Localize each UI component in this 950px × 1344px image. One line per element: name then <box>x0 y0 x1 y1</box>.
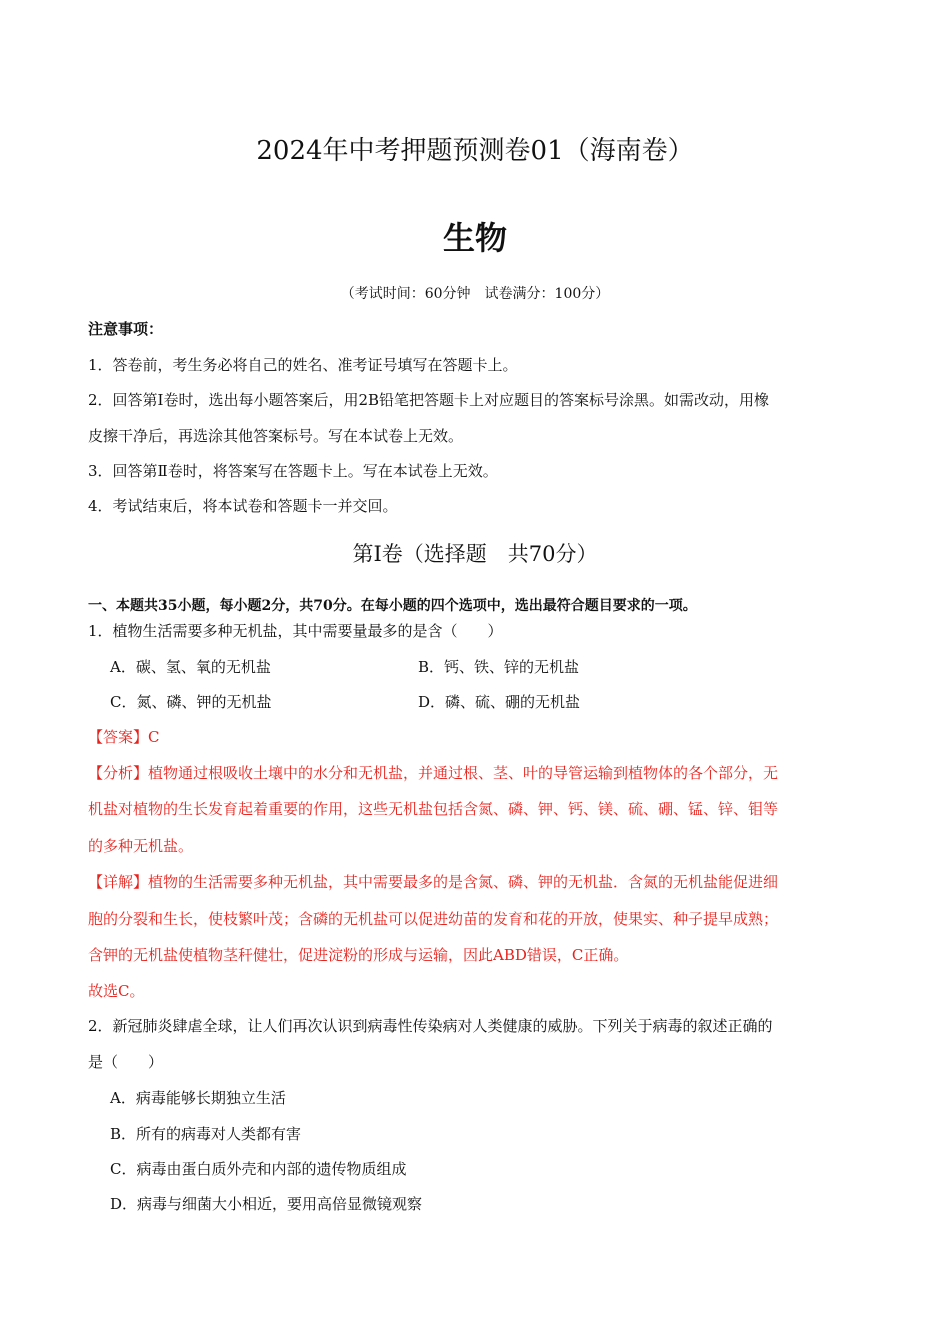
question-2-option-a: A．病毒能够长期独立生活 <box>110 1089 286 1107</box>
exam-info: （考试时间：60分钟 试卷满分：100分） <box>340 286 610 302</box>
question-1-detail: 胞的分裂和生长，使枝繁叶茂；含磷的无机盐可以促进幼苗的发育和花的开放，使果实、种子提早成熟； <box>88 910 779 928</box>
question-1-answer: 【答案】C <box>88 728 160 746</box>
note-item: 3．回答第Ⅱ卷时，将答案写在答题卡上。写在本试卷上无效。 <box>88 462 498 480</box>
question-1-analysis: 机盐对植物的生长发育起着重要的作用，这些无机盐包括含氮、磷、钾、钙、镁、硫、硼、锰、锌、钼等 <box>88 800 779 818</box>
page-title: 2024年中考押题预测卷01（海南卷） <box>256 136 694 166</box>
question-1-stem: 1．植物生活需要多种无机盐，其中需要量最多的是含（ ） <box>88 622 503 640</box>
question-1-analysis: 的多种无机盐。 <box>88 837 194 855</box>
question-1-conclusion: 故选C。 <box>88 982 145 1000</box>
section-title: 第Ⅰ卷（选择题 共70分） <box>352 542 598 566</box>
question-1-option-b: B．钙、铁、锌的无机盐 <box>418 658 580 676</box>
notes-heading: 注意事项： <box>88 320 164 338</box>
subject-title: 生物 <box>442 219 507 257</box>
question-1-option-a: A．碳、氢、氧的无机盐 <box>110 658 271 676</box>
question-2-option-d: D．病毒与细菌大小相近，要用高倍显微镜观察 <box>110 1195 423 1213</box>
question-1-option-c: C．氮、磷、钾的无机盐 <box>110 693 272 711</box>
question-2-option-b: B．所有的病毒对人类都有害 <box>110 1125 302 1143</box>
note-item: 4．考试结束后，将本试卷和答题卡一并交回。 <box>88 497 398 515</box>
note-item: 1．答卷前，考生务必将自己的姓名、准考证号填写在答题卡上。 <box>88 356 518 374</box>
note-item: 2．回答第Ⅰ卷时，选出每小题答案后，用2B铅笔把答题卡上对应题目的答案标号涂黑。如需改动，用橡 <box>88 391 770 409</box>
question-1-detail: 【详解】植物的生活需要多种无机盐，其中需要最多的是含氮、磷、钾的无机盐．含氮的无机盐能促进细 <box>88 873 779 891</box>
note-item: 皮擦干净后，再选涂其他答案标号。写在本试卷上无效。 <box>88 427 464 445</box>
question-2-option-c: C．病毒由蛋白质外壳和内部的遗传物质组成 <box>110 1160 407 1178</box>
question-1-detail: 含钾的无机盐使植物茎秆健壮，促进淀粉的形成与运输，因此ABD错误，C正确。 <box>88 946 629 964</box>
question-1-analysis: 【分析】植物通过根吸收土壤中的水分和无机盐，并通过根、茎、叶的导管运输到植物体的各个部分，无 <box>88 764 779 782</box>
question-2-stem: 2．新冠肺炎肆虐全球，让人们再次认识到病毒性传染病对人类健康的威胁。下列关于病毒的叙述正确的 <box>88 1017 773 1035</box>
question-1-option-d: D．磷、硫、硼的无机盐 <box>418 693 581 711</box>
question-2-stem: 是（ ） <box>88 1053 164 1071</box>
section-instruction: 一、本题共35小题，每小题2分，共70分。在每小题的四个选项中，选出最符合题目要求的一项。 <box>88 598 697 614</box>
